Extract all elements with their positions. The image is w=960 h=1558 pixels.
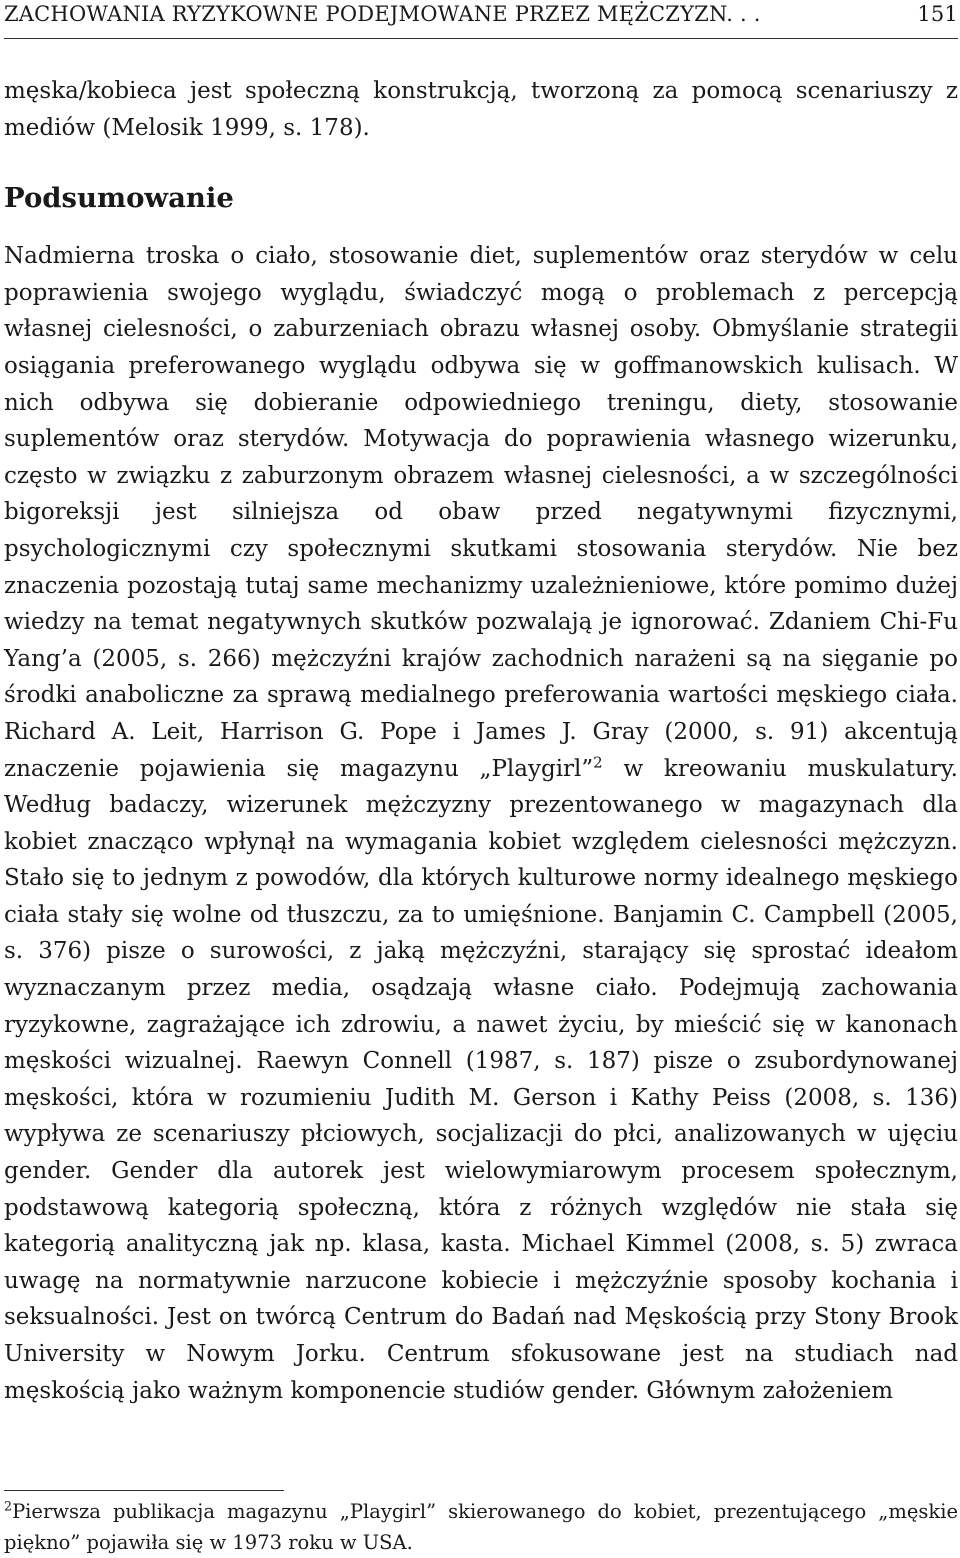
- footnote-marker: 2: [4, 1498, 13, 1514]
- paragraph-text-after-note: w kreowaniu muskulatury. Według badaczy, wizerunek mężczyzny prezentowanego w magazynach dla kobiet znacząco wpłynął na wymagania kobiet względem cielesności mężczyzn. Stało się to jednym z powodów, dla których kulturowe normy idealnego męskiego ciała stały się wolne od tłuszczu, za to umięśnione. Banjamin C. Campbell (2005, s. 376) pisze o surowości, z jaką mężczyźni, starający się sprostać ideałom wyznaczanym przez media, osądzają własne ciało. Podejmują zachowania ryzykowne, zagrażające ich zdrowiu, a nawet życiu, by mieścić się w kanonach męskości wizualnej. Raewyn Connell (1987, s. 187) pisze o zsubordynowanej męskości, która w rozumieniu Judith M. Gerson i Kathy Peiss (2008, s. 136) wypływa ze scenariuszy płciowych, socjalizacji do płci, analizowanych w ujęciu gender. Gender dla autorek jest wielowymiarowym procesem społecznym, podstawową kategorią społeczną, która z różnych względów nie stała się kategorią analityczną jak np. klasa, kasta. Michael Kimmel (2008, s. 5) zwraca uwagę na normatywnie narzucone kobiecie i mężczyźnie sposoby kochania i seksualności. Jest on twórcą Centrum do Badań nad Męskością przy Stony Brook University w Nowym Jorku. Centrum sfokusowane jest na studiach nad męskością jako ważnym komponencie studiów gender. Głównym założeniem: [4, 755, 958, 1404]
- footnote-reference[interactable]: 2: [593, 752, 603, 771]
- page-number: 151: [917, 2, 958, 26]
- body-paragraph: [4, 238, 958, 1409]
- paragraph-text-before-note: Nadmierna troska o ciało, stosowanie diet, suplementów oraz sterydów w celu poprawienia swojego wyglądu, świadczyć mogą o problemach z percepcją własnej cielesności, o zaburzeniach obrazu własnej osoby. Obmyślanie strategii osiągania preferowanego wyglądu odbywa się w goffmanowskich kulisach. W nich odbywa się dobieranie odpowiedniego treningu, diety, stosowanie suplementów oraz sterydów. Motywacja do poprawienia własnego wizerunku, często w związku z zaburzonym obrazem własnej cielesności, a w szczególności bigoreksji jest silniejsza od obaw przed negatywnymi fizycznymi, psychologicznymi czy społecznymi skutkami stosowania sterydów. Nie bez znaczenia pozostają tutaj same mechanizmy uzależnieniowe, które pomimo dużej wiedzy na temat negatywnych skutków pozwalają je ignorować. Zdaniem Chi-Fu Yang’a (2005, s. 266) mężczyźni krajów zachodnich narażeni są na sięganie po środki anaboliczne za sprawą medialnego preferowania wartości męskiego ciała. Richard A. Leit, Harrison G. Pope i James J. Gray (2000, s. 91) akcentują znaczenie pojawienia się magazynu „Playgirl”: [4, 243, 958, 782]
- footnote-text: Pierwsza publikacja magazynu „Playgirl” skierowanego do kobiet, prezentującego „męskie piękno” pojawiła się w 1973 roku w USA.: [4, 1500, 958, 1554]
- section-heading: Podsumowanie: [4, 182, 234, 215]
- footnote-divider: [4, 1490, 284, 1491]
- running-header: [4, 0, 958, 39]
- running-title: ZACHOWANIA RYZYKOWNE PODEJMOWANE PRZEZ MĘŻCZYZN. . .: [4, 2, 761, 26]
- document-page: [4, 0, 958, 1409]
- intro-paragraph: męska/kobieca jest społeczną konstrukcją, tworzoną za pomocą scenariuszy z mediów (Melosik 1999, s. 178).: [4, 78, 958, 141]
- footnote: [4, 1496, 958, 1558]
